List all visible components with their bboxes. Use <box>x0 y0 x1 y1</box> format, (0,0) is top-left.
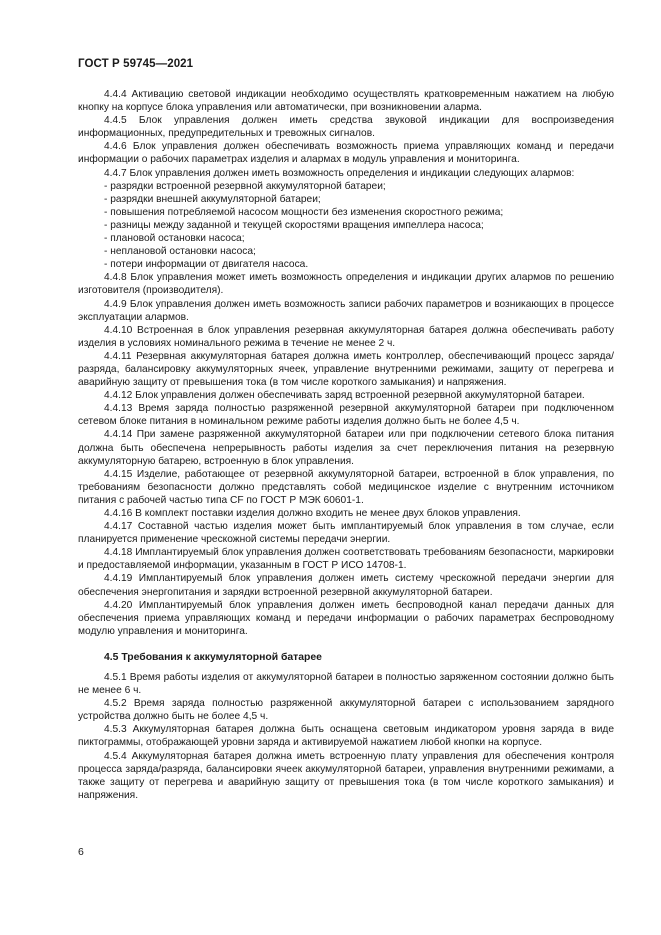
paragraph-4-4-5: 4.4.5 Блок управления должен иметь средства звуковой индикации для воспроизведения информационных, предупредительных и тревожных сигналов. <box>78 115 614 140</box>
paragraph-4-4-14: 4.4.14 При замене разряженной аккумуляторной батареи или при подключении сетевого блока питания должна быть обеспечена непрерывность работы изделия за счет переключения питания на резервную аккумуляторную батарею, встроенную в блок управления. <box>78 429 614 467</box>
paragraph-4-5-4: 4.5.4 Аккумуляторная батарея должна иметь встроенную плату управления для обеспечения контроля процесса заряда/разряда, балансировки ячеек аккумуляторной батареи, управления внутренними режимами, а также защиту от перегрева и аварийную защиту от превышения тока (в том числе короткого замыкания) и напряжения. <box>78 750 614 801</box>
standard-header: ГОСТ Р 59745—2021 <box>78 58 194 70</box>
list-item: - неплановой остановки насоса; <box>104 246 256 258</box>
list-item: - разрядки внешней аккумуляторной батареи; <box>104 193 321 205</box>
document-body <box>78 88 614 802</box>
list-item: - плановой остановки насоса; <box>104 233 245 245</box>
paragraph-4-4-10: 4.4.10 Встроенная в блок управления резервная аккумуляторная батарея должна обеспечивать работу изделия в условиях номинального режима в течение не менее 2 ч. <box>78 324 614 349</box>
list-item: - потери информации от двигателя насоса. <box>104 259 309 271</box>
paragraph-4-5-3: 4.5.3 Аккумуляторная батарея должна быть оснащена световым индикатором уровня заряда в виде пиктограммы, отображающей уровни заряда и активируемой нажатием любой кнопки на корпусе. <box>78 724 614 749</box>
paragraph-4-4-15: 4.4.15 Изделие, работающее от резервной аккумуляторной батареи, встроенной в блок управления, по требованиям безопасности должно представлять собой медицинское изделие с внутренним источником питания с рабочей частью типа CF по ГОСТ Р МЭК 60601-1. <box>78 468 614 506</box>
paragraph-4-4-7: 4.4.7 Блок управления должен иметь возможность определения и индикации следующих алармов: <box>104 167 575 179</box>
paragraph-4-4-4: 4.4.4 Активацию световой индикации необходимо осуществлять кратковременным нажатием на любую кнопку на корпусе блока управления или автоматически, при возникновении аларма. <box>78 89 614 114</box>
paragraph-4-4-9: 4.4.9 Блок управления должен иметь возможность записи рабочих параметров и возникающих в процессе эксплуатации алармов. <box>78 298 614 323</box>
paragraph-4-4-17: 4.4.17 Составной частью изделия может быть имплантируемый блок управления в том случае, если планируется применение чрескожной системы передачи энергии. <box>78 521 614 546</box>
paragraph-4-4-19: 4.4.19 Имплантируемый блок управления должен иметь систему чрескожной передачи энергии для обеспечения энергопитания и зарядки встроенной резервной аккумуляторной батареи. <box>78 573 614 598</box>
paragraph-4-4-6: 4.4.6 Блок управления должен обеспечивать возможность приема управляющих команд и передачи информации о рабочих параметрах изделия и алармах в модуль управления и мониторинга. <box>78 141 614 166</box>
paragraph-4-4-12: 4.4.12 Блок управления должен обеспечивать заряд встроенной резервной аккумуляторной батареи. <box>104 390 585 402</box>
paragraph-4-4-16: 4.4.16 В комплект поставки изделия должно входить не менее двух блоков управления. <box>104 508 521 519</box>
list-item: - повышения потребляемой насосом мощности без изменения скоростного режима; <box>104 206 504 218</box>
paragraph-4-4-18: 4.4.18 Имплантируемый блок управления должен соответствовать требованиям безопасности, маркировки и предоставляемой информации, указанным в ГОСТ Р ИСО 14708-1. <box>78 547 614 572</box>
paragraph-4-4-20: 4.4.20 Имплантируемый блок управления должен иметь беспроводной канал передачи данных для обеспечения приема управляющих команд и передачи информации о рабочих параметрах беспроводному модулю управления и мониторинга. <box>78 599 614 637</box>
page-number: 6 <box>78 846 84 858</box>
paragraph-4-5-2: 4.5.2 Время заряда полностью разряженной аккумуляторной батареи с использованием зарядного устройства должно быть не более 4,5 ч. <box>78 698 614 723</box>
paragraph-4-4-13: 4.4.13 Время заряда полностью разряженной резервной аккумуляторной батареи при подключенном сетевом блоке питания в номинальном режиме работы изделия должно быть не более 4,5 ч. <box>78 403 614 428</box>
section-heading: 4.5 Требования к аккумуляторной батарее <box>104 651 322 663</box>
paragraph-4-4-11: 4.4.11 Резервная аккумуляторная батарея должна иметь контроллер, обеспечивающий процесс заряда/разряда, балансировку аккумуляторных ячеек, управление внутренними режимами, защиту от перегрева и аварийную защиту от превышения тока (в том числе короткого замыкания) и напряжения. <box>78 350 614 389</box>
list-item: - разницы между заданной и текущей скоростями вращения импеллера насоса; <box>104 219 484 231</box>
paragraph-4-5-1: 4.5.1 Время работы изделия от аккумуляторной батареи в полностью заряженном состоянии должно быть не менее 6 ч. <box>78 671 614 697</box>
paragraph-4-4-8: 4.4.8 Блок управления может иметь возможность определения и индикации других алармов по решению изготовителя (производителя). <box>78 272 614 297</box>
list-item: - разрядки встроенной резервной аккумуляторной батареи; <box>104 180 386 192</box>
